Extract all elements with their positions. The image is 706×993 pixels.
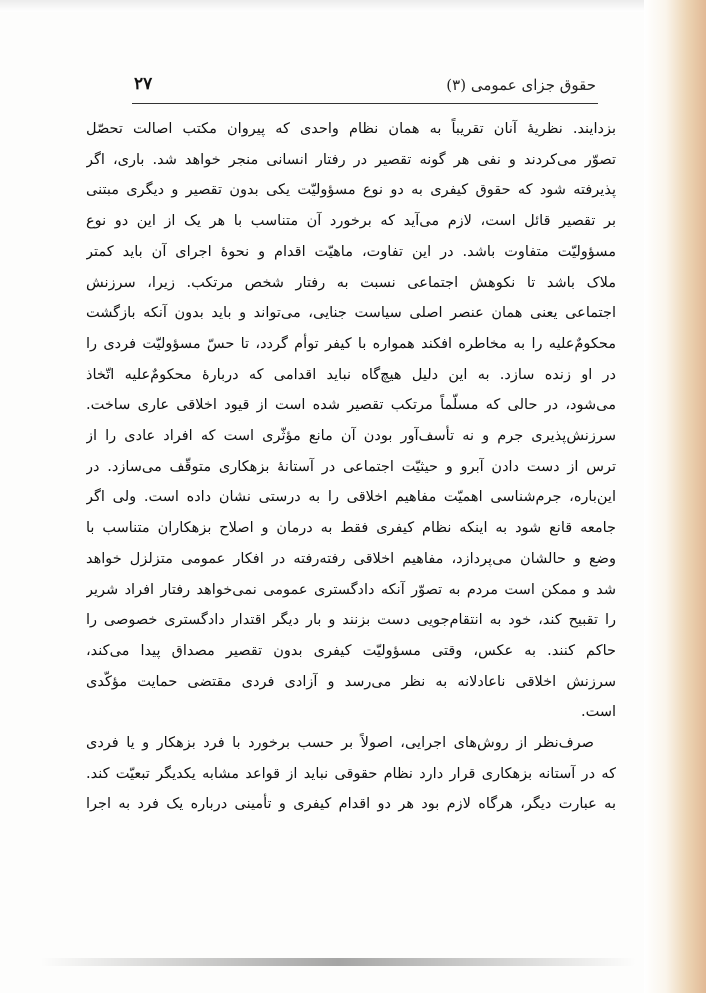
text-line: حاکم کنند. به عکس، وقتی مسؤولیّت کیفری بدون تقصیر مصداق پیدا می‌کند، [86, 642, 616, 659]
text-line: ترس از دست دادن آبرو و حیثیّت اجتماعی در آستانهٔ بزهکاری متوقّف می‌سازد. در [86, 458, 616, 475]
paragraph-first-line: صرف‌نظر از روش‌های اجرایی، اصولاً بر حسب برخورد با فرد بزهکار و یا فردی [86, 735, 594, 752]
text-line: است. [580, 704, 616, 721]
text-line: بر تقصیر قائل است، لازم می‌آید که برخورد آن متناسب با هر یک از این دو نوع [86, 213, 616, 230]
text-line: سرزنش‌پذیری جرم و نه تأسف‌آور بودن آن مانع مؤثّری است که افراد عادی را از [86, 428, 616, 445]
text-line: را تقبیح کند، خود به انتقام‌جویی دست بزنند و بار دیگر اقتدار دادگستری خصوصی را [86, 612, 616, 629]
text-line: می‌شود، در حالی که مسلّماً مرتکب تقصیر شده است از قیود اخلاقی عاری ساخت. [86, 397, 616, 414]
page-binding-shadow [644, 0, 706, 993]
text-line: وضع و حالشان می‌پردازد، مفاهیم اخلاقی رفته‌رفته در افکار عمومی متزلزل خواهد [86, 550, 616, 567]
running-title: حقوق جزای عمومی (۳) [446, 76, 596, 94]
text-line: محکومٌ‌علیه را به مخاطره افکند همواره با کیفر توأم گردد، تا حسّ مسؤولیّت فردی را [86, 335, 616, 352]
text-line: به عبارت دیگر، هرگاه لازم بود هر دو اقدام کیفری و تأمینی درباره یک فرد به اجرا [86, 796, 616, 813]
text-line: در او زنده سازد. به این دلیل هیچ‌گاه نباید اقدامی که دربارهٔ محکومٌ‌علیه اتّخاذ [86, 366, 616, 383]
text-line: شد و ممکن است مردم به تصوّر آنکه دادگستری عمومی نمی‌خواهد رفتار افراد شریر [86, 581, 616, 598]
header-rule [132, 103, 598, 104]
page-number: ۲۷ [134, 74, 153, 94]
text-line: تصوّر می‌کردند و نفی هر گونه تقصیر در رفتار انسانی منجر خواهد شد. باری، اگر [86, 151, 616, 168]
text-line: ملاک باشد تا نکوهش اجتماعی نسبت به رفتار شخص مرتکب. زیرا، سرزنش [86, 274, 616, 291]
body-text [86, 114, 616, 820]
text-line: جامعه قانع شود به اینکه نظام کیفری فقط به درمان و اصلاح بزهکاران متناسب با [86, 520, 616, 537]
text-line: پذیرفته شود که حقوق کیفری به دو نوع مسؤولیّت یکی بدون تقصیر و دیگری مبتنی [86, 182, 616, 199]
text-line: بزدایند. نظریهٔ آنان تقریباً به همان نظام واحدی که پیروان مکتب اصالت تحصّل [86, 121, 616, 137]
text-line: اجتماعی یعنی همان عنصر اصلی سیاست جنایی، می‌تواند و باید بدون آنکه بازگشت [86, 305, 616, 322]
page-header [134, 72, 596, 102]
text-line: این‌باره، جرم‌شناسی اهمیّت مفاهیم اخلاقی را به درستی نشان داده است. ولی اگر [86, 489, 616, 506]
text-line: مسؤولیّت متفاوت باشد. در این تفاوت، ماهیّت اقدام و نحوهٔ اجرای آن باید کمتر [86, 243, 616, 260]
page-bottom-edge [40, 958, 636, 966]
text-line: سرزنش اخلاقی ناعادلانه به نظر می‌رسد و آزادی فردی مقتضی حمایت مؤکّدی [86, 673, 616, 690]
page-top-edge [0, 0, 706, 12]
text-line: که در آستانه بزهکاری قرار دارد نظام حقوقی نباید از قواعد مشابه یکدیگر تبعیّت کند. [86, 765, 616, 782]
